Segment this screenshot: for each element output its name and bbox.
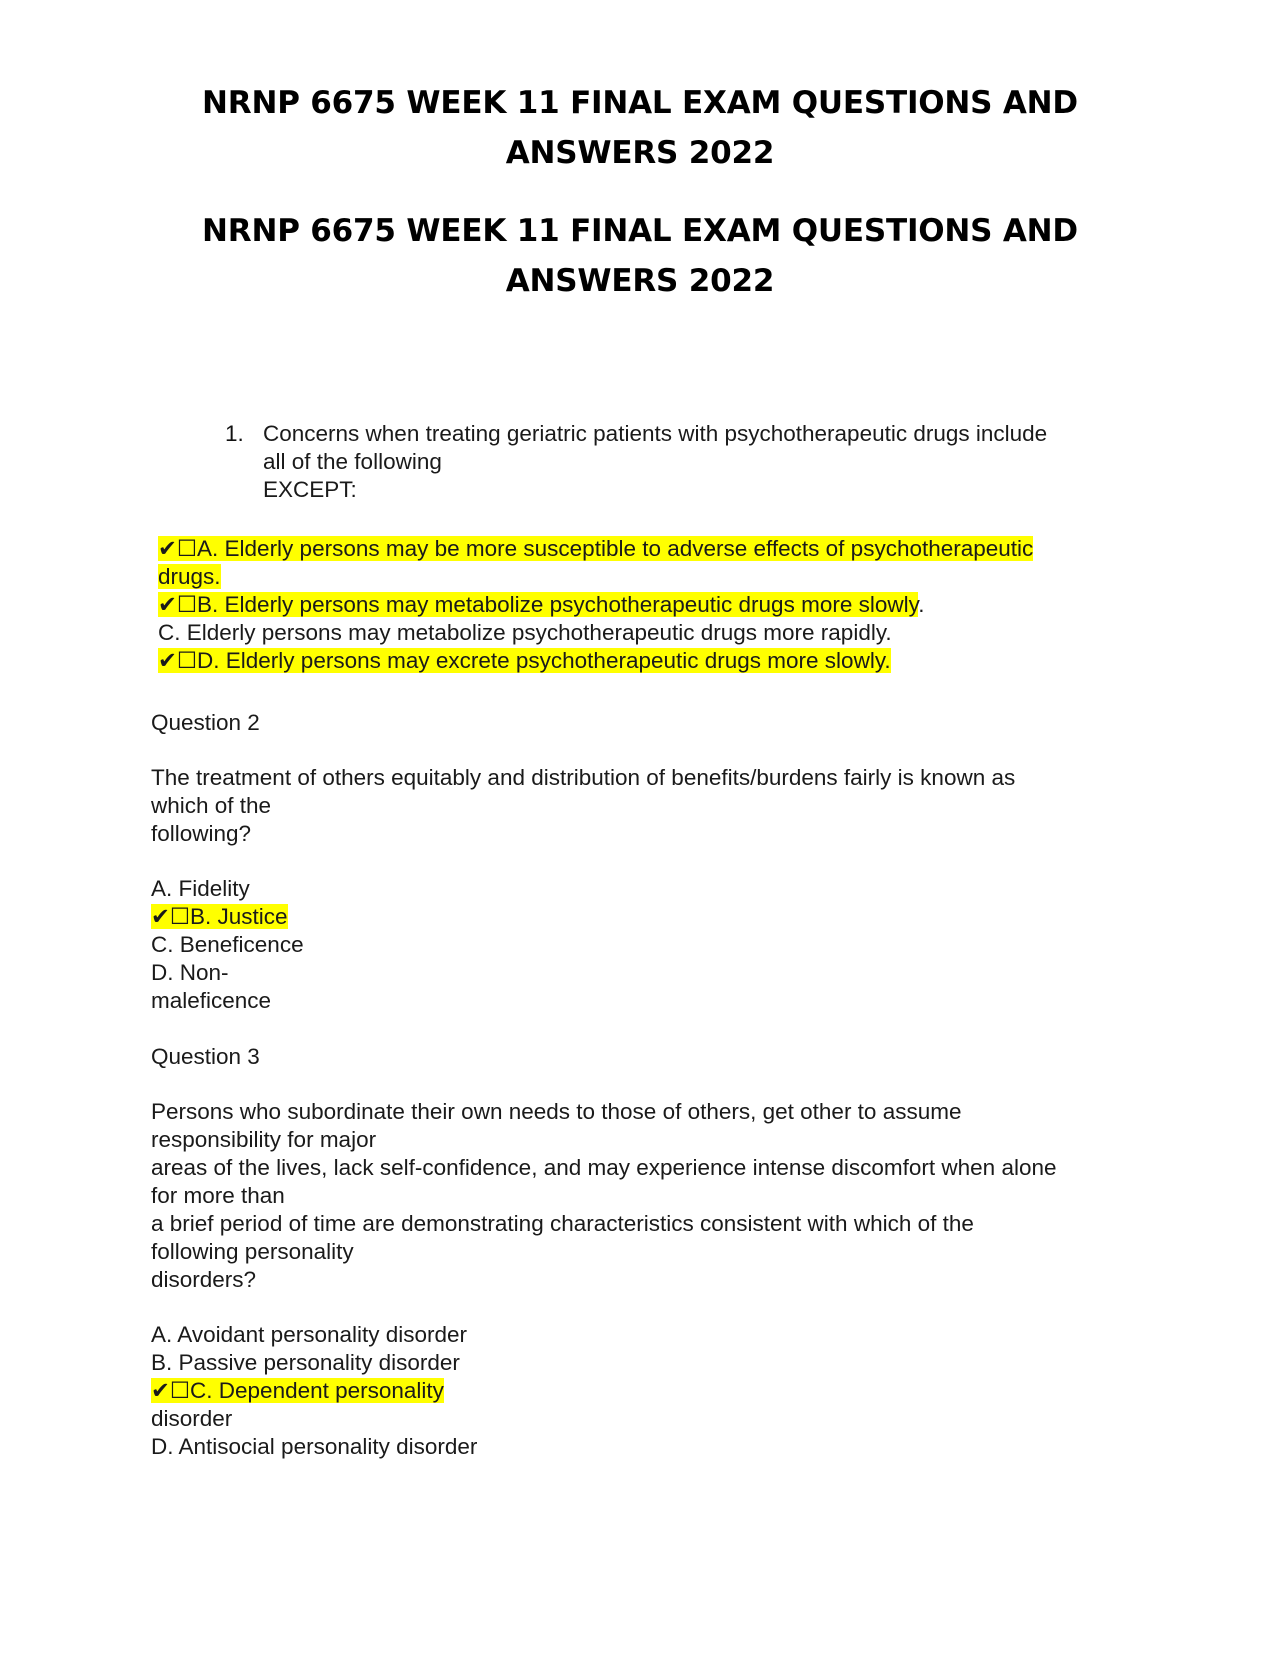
question-3-option-c-continued: disorder	[151, 1406, 233, 1431]
question-3-text-line: a brief period of time are demonstrating characteristics consistent with which of the	[151, 1211, 974, 1236]
question-1-text	[263, 420, 1047, 504]
question-2-option-d: D. Non-	[151, 960, 229, 985]
question-3-text-line: disorders?	[151, 1267, 257, 1292]
question-3-text-line: for more than	[151, 1183, 285, 1208]
question-3-text-line: responsibility for major	[151, 1127, 377, 1152]
question-1-option-d: ✔☐D. Elderly persons may excrete psychotherapeutic drugs more slowly.	[158, 648, 891, 673]
document-title-repeat	[0, 206, 1280, 306]
question-3-heading: Question 3	[151, 1044, 260, 1069]
document-title	[0, 78, 1280, 178]
document-title-repeat-line-1: NRNP 6675 WEEK 11 FINAL EXAM QUESTIONS AND	[202, 213, 1078, 249]
question-2-option-d-continued: maleficence	[151, 988, 272, 1013]
question-3	[151, 1043, 1151, 1461]
question-1-option-c: C. Elderly persons may metabolize psychotherapeutic drugs more rapidly.	[158, 620, 892, 645]
question-2-text-line: following?	[151, 821, 252, 846]
question-3-text-line: Persons who subordinate their own needs to those of others, get other to assume	[151, 1099, 962, 1124]
question-3-option-c: ✔☐C. Dependent personality	[151, 1378, 444, 1403]
document-title-repeat-line-2: ANSWERS 2022	[505, 263, 775, 299]
question-3-option-a: A. Avoidant personality disorder	[151, 1322, 468, 1347]
question-3-option-d: D. Antisocial personality disorder	[151, 1434, 478, 1459]
question-1-option-b: ✔☐B. Elderly persons may metabolize psychotherapeutic drugs more slowly	[158, 592, 919, 617]
question-1-options	[158, 535, 1158, 675]
question-1-option-a: ✔☐A. Elderly persons may be more susceptible to adverse effects of psychotherapeutic	[158, 536, 1034, 561]
question-3-text-line: areas of the lives, lack self-confidence, and may experience intense discomfort when alone	[151, 1155, 1057, 1180]
question-2-heading: Question 2	[151, 710, 260, 735]
question-2-option-a: A. Fidelity	[151, 876, 250, 901]
question-2-text-line: which of the	[151, 793, 272, 818]
question-1-number: 1.	[225, 421, 244, 446]
document-title-line-2: ANSWERS 2022	[505, 135, 775, 171]
question-2-text-line: The treatment of others equitably and distribution of benefits/burdens fairly is known as	[151, 765, 1016, 790]
question-1-text-line: EXCEPT:	[263, 477, 357, 502]
question-3-text-line: following personality	[151, 1239, 354, 1264]
question-2	[151, 709, 1151, 1015]
question-3-option-b: B. Passive personality disorder	[151, 1350, 460, 1375]
question-1-option-a-continued: drugs.	[158, 564, 221, 589]
question-1-option-b-period: .	[918, 592, 925, 617]
question-2-option-c: C. Beneficence	[151, 932, 304, 957]
question-2-option-b: ✔☐B. Justice	[151, 904, 288, 929]
document-title-line-1: NRNP 6675 WEEK 11 FINAL EXAM QUESTIONS AND	[202, 85, 1078, 121]
question-1-text-line: all of the following	[263, 449, 442, 474]
question-1-text-line: Concerns when treating geriatric patients with psychotherapeutic drugs include	[263, 421, 1048, 446]
